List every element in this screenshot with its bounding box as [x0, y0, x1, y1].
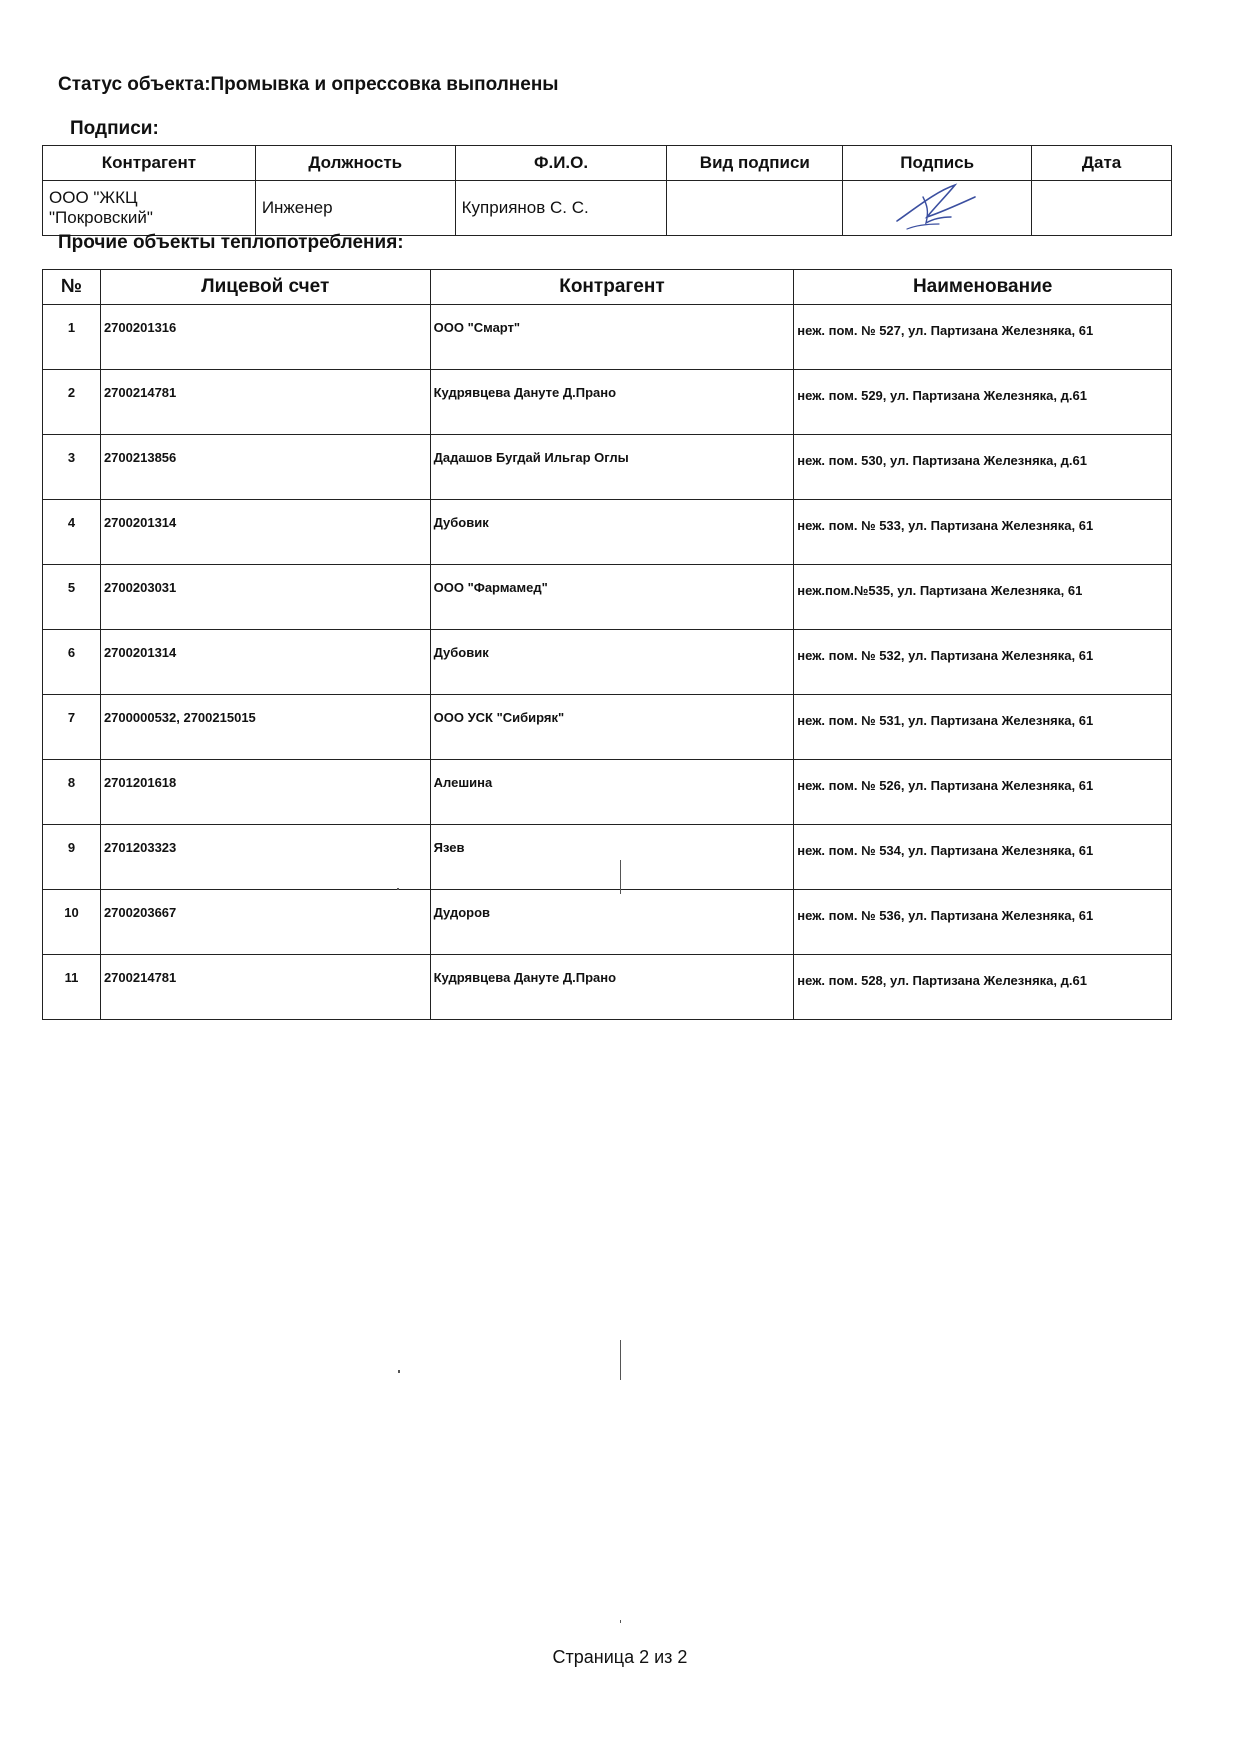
header-signature: Подпись	[843, 146, 1032, 181]
row-account: 2700203667	[100, 890, 430, 955]
signature-fio: Куприянов С. С.	[455, 181, 667, 236]
header-date: Дата	[1032, 146, 1172, 181]
table-row	[43, 630, 1172, 695]
signature-contractor-cell	[43, 181, 256, 236]
row-object-name: неж.пом.№535, ул. Партизана Железняка, 61	[794, 565, 1172, 630]
table-row	[43, 435, 1172, 500]
row-contractor: Дубовик	[430, 630, 794, 695]
header-position: Должность	[255, 146, 455, 181]
row-number: 6	[43, 630, 101, 695]
signature-contractor-line1: ООО "ЖКЦ	[49, 188, 138, 207]
row-contractor: Дубовик	[430, 500, 794, 565]
row-account: 2700213856	[100, 435, 430, 500]
page-number: Страница 2 из 2	[552, 1647, 688, 1667]
row-account: 2700214781	[100, 955, 430, 1020]
row-object-name: неж. пом. 530, ул. Партизана Железняка, д.61	[794, 435, 1172, 500]
row-account: 2700201314	[100, 630, 430, 695]
table-row	[43, 890, 1172, 955]
table-row	[43, 565, 1172, 630]
table-row	[43, 500, 1172, 565]
row-number: 2	[43, 370, 101, 435]
row-account: 2700201316	[100, 305, 430, 370]
signatures-table	[42, 145, 1172, 236]
row-number: 10	[43, 890, 101, 955]
row-contractor: ООО "Смарт"	[430, 305, 794, 370]
row-number: 4	[43, 500, 101, 565]
scan-mark	[620, 860, 621, 894]
row-contractor: Кудрявцева Дануте Д.Прано	[430, 370, 794, 435]
row-contractor: Кудрявцева Дануте Д.Прано	[430, 955, 794, 1020]
row-number: 8	[43, 760, 101, 825]
row-account: 2700203031	[100, 565, 430, 630]
scan-mark	[620, 1340, 621, 1380]
signature-contractor-line2: "Покровский"	[49, 208, 153, 227]
row-number: 9	[43, 825, 101, 890]
row-account: 2701201618	[100, 760, 430, 825]
row-object-name: неж. пом. № 531, ул. Партизана Железняка, 61	[794, 695, 1172, 760]
row-number: 1	[43, 305, 101, 370]
row-contractor: Дудоров	[430, 890, 794, 955]
row-contractor: ООО "Фармамед"	[430, 565, 794, 630]
object-status: Статус объекта:Промывка и опрессовка выполнены	[58, 74, 559, 95]
header-fio: Ф.И.О.	[455, 146, 667, 181]
row-object-name: неж. пом. № 526, ул. Партизана Железняка, 61	[794, 760, 1172, 825]
row-number: 5	[43, 565, 101, 630]
table-row	[43, 760, 1172, 825]
scan-mark	[620, 1620, 621, 1623]
row-object-name: неж. пом. № 527, ул. Партизана Железняка, 61	[794, 305, 1172, 370]
signature-position: Инженер	[255, 181, 455, 236]
row-account: 2700000532, 2700215015	[100, 695, 430, 760]
objects-header-row	[43, 270, 1172, 305]
row-contractor: Алешина	[430, 760, 794, 825]
table-row	[43, 825, 1172, 890]
table-row	[43, 955, 1172, 1020]
other-objects-table	[42, 269, 1172, 1020]
header-account: Лицевой счет	[100, 270, 430, 305]
row-account: 2701203323	[100, 825, 430, 890]
row-contractor: Дадашов Бугдай Ильгар Оглы	[430, 435, 794, 500]
scan-mark	[398, 1370, 400, 1373]
signature-type	[667, 181, 843, 236]
row-object-name: неж. пом. 528, ул. Партизана Железняка, д.61	[794, 955, 1172, 1020]
table-row	[43, 695, 1172, 760]
row-object-name: неж. пом. № 532, ул. Партизана Железняка, 61	[794, 630, 1172, 695]
row-account: 2700214781	[100, 370, 430, 435]
row-number: 3	[43, 435, 101, 500]
table-row	[43, 370, 1172, 435]
header-object-name: Наименование	[794, 270, 1172, 305]
signatures-title: Подписи:	[70, 118, 159, 139]
signature-date	[1032, 181, 1172, 236]
table-row	[43, 305, 1172, 370]
header-object-contractor: Контрагент	[430, 270, 794, 305]
signature-cell	[843, 181, 1032, 236]
signature-row	[43, 181, 1172, 236]
row-number: 7	[43, 695, 101, 760]
other-objects-title: Прочие объекты теплопотребления:	[58, 232, 404, 253]
scan-mark	[397, 888, 399, 890]
row-number: 11	[43, 955, 101, 1020]
header-number: №	[43, 270, 101, 305]
signatures-header-row	[43, 146, 1172, 181]
row-contractor: Язев	[430, 825, 794, 890]
row-account: 2700201314	[100, 500, 430, 565]
row-contractor: ООО УСК "Сибиряк"	[430, 695, 794, 760]
handwritten-signature-icon	[877, 177, 997, 235]
row-object-name: неж. пом. № 534, ул. Партизана Железняка, 61	[794, 825, 1172, 890]
row-object-name: неж. пом. № 536, ул. Партизана Железняка, 61	[794, 890, 1172, 955]
row-object-name: неж. пом. № 533, ул. Партизана Железняка, 61	[794, 500, 1172, 565]
header-signature-type: Вид подписи	[667, 146, 843, 181]
header-contractor: Контрагент	[43, 146, 256, 181]
row-object-name: неж. пом. 529, ул. Партизана Железняка, д.61	[794, 370, 1172, 435]
